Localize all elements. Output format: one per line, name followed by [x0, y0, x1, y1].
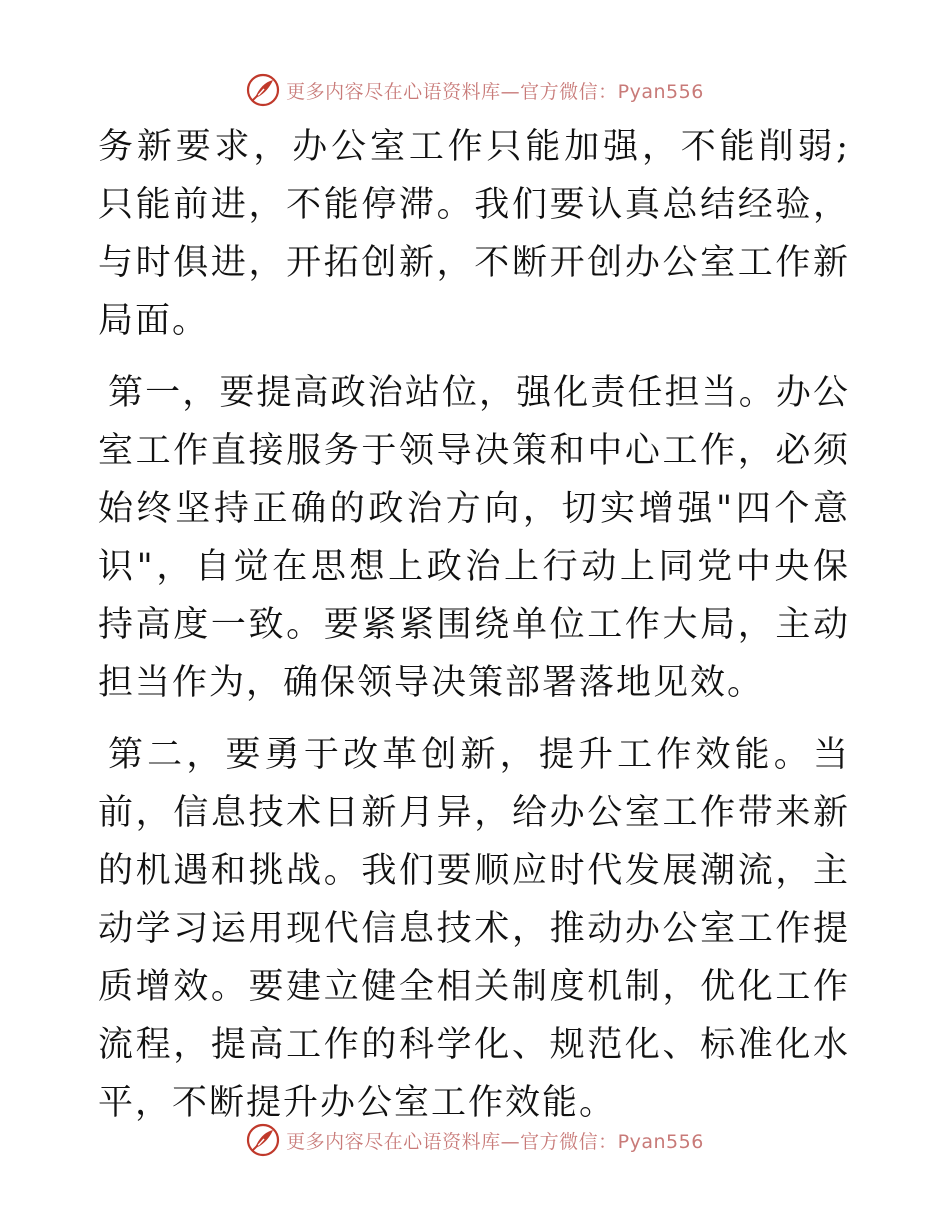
- header-watermark-banner: [0, 70, 950, 110]
- header-watermark-text: 更多内容尽在心语资料库—官方微信：Pyan556: [286, 80, 704, 103]
- paragraph-continuation: 务新要求，办公室工作只能加强，不能削弱;只能前进，不能停滞。我们要认真总结经验，与时俱进，开拓创新，不断开创办公室工作新局面。: [98, 127, 850, 341]
- footer-watermark-text: 更多内容尽在心语资料库—官方微信：Pyan556: [286, 1130, 704, 1153]
- footer-watermark-banner: [0, 1120, 950, 1160]
- document-body: [98, 118, 850, 1132]
- paragraph-first-point: 第一，要提高政治站位，强化责任担当。办公室工作直接服务于领导决策和中心工作，必须始终坚持正确的政治方向，切实增强"四个意识"，自觉在思想上政治上行动上同党中央保持高度一致。要紧紧围绕单位工作大局，主动担当作为，确保领导决策部署落地见效。: [98, 373, 850, 703]
- paragraph-second-point: 第二，要勇于改革创新，提升工作效能。当前，信息技术日新月异，给办公室工作带来新的机遇和挑战。我们要顺应时代发展潮流，主动学习运用现代信息技术，推动办公室工作提质增效。要建立健全相关制度机制，优化工作流程，提高工作的科学化、规范化、标准化水平，不断提升办公室工作效能。: [98, 735, 850, 1123]
- feather-quill-logo-icon: [246, 1123, 280, 1157]
- feather-quill-logo-icon: [246, 73, 280, 107]
